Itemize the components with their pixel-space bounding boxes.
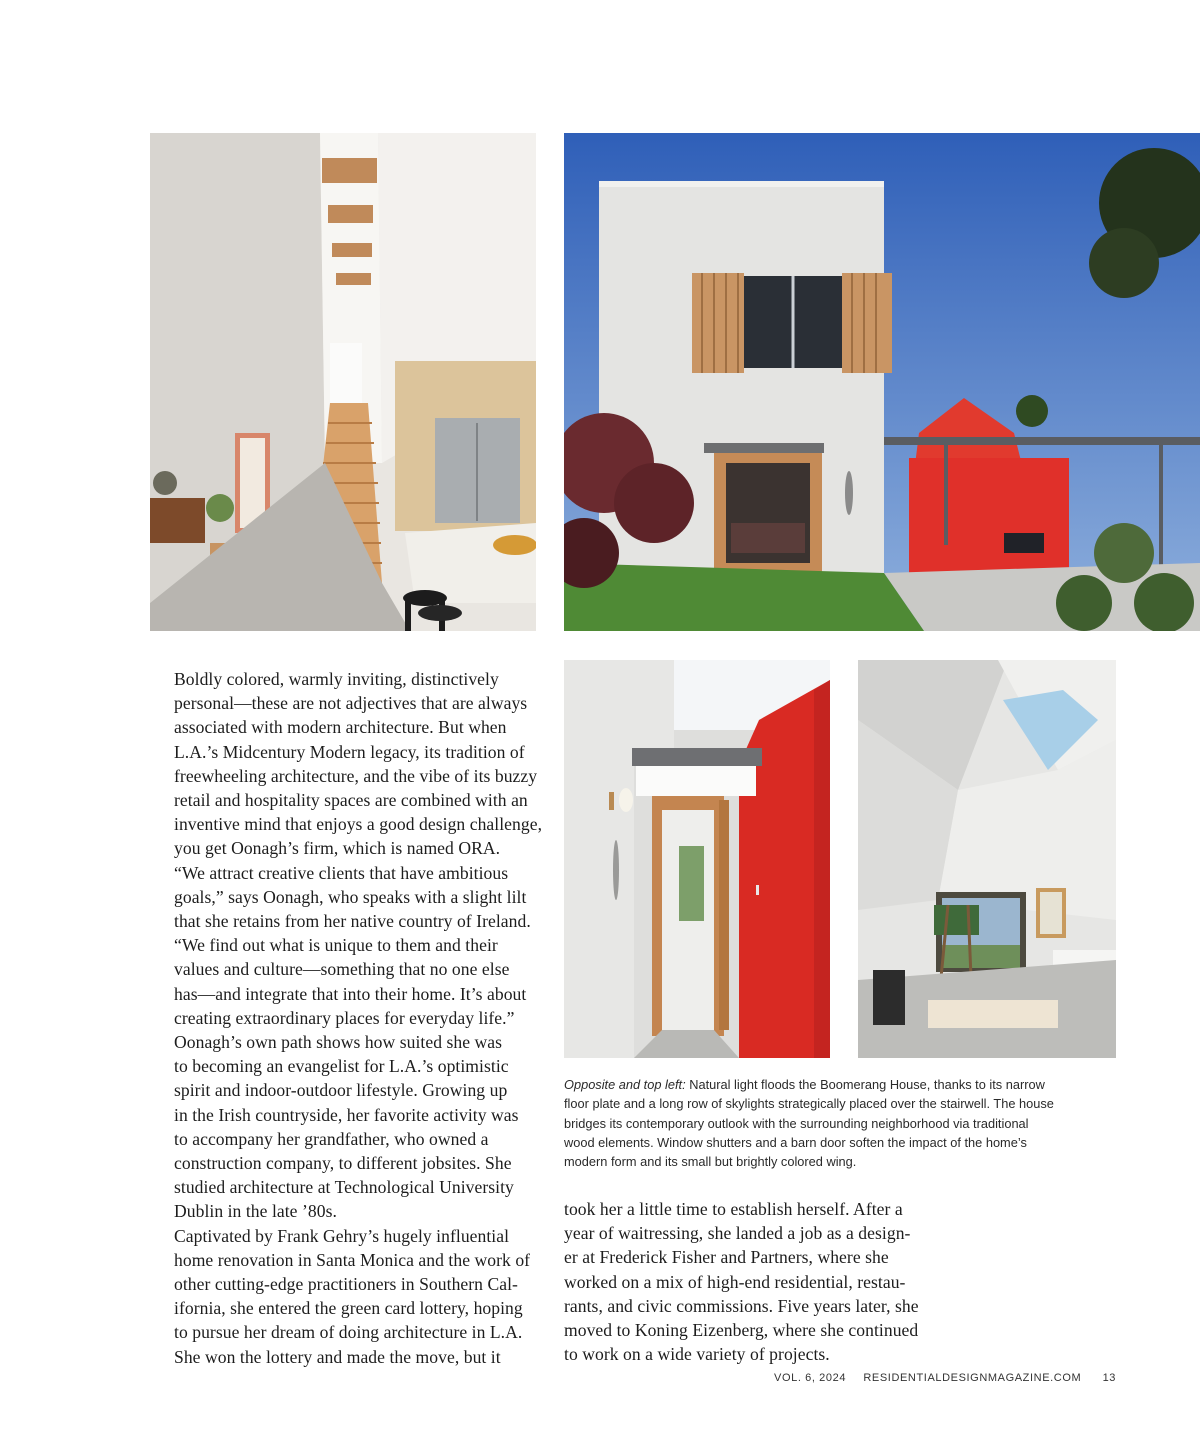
caption-lead: Opposite and top left:: [564, 1077, 686, 1092]
text-line: Captivated by Frank Gehry’s hugely influential: [174, 1225, 510, 1246]
text-line: to pursue her dream of doing architecture in L.A.: [174, 1322, 523, 1343]
text-line: Dublin in the late ’80s.: [174, 1201, 337, 1222]
text-line: L.A.’s Midcentury Modern legacy, its tradition of: [174, 741, 525, 762]
text-line: ifornia, she entered the green card lottery, hoping: [174, 1298, 523, 1319]
entry-passage-photo: [564, 660, 830, 1058]
folio-line: [774, 1372, 1116, 1384]
volume-label: VOL. 6, 2024: [774, 1372, 847, 1384]
caption-line: modern form and its small but brightly colored wing.: [564, 1154, 857, 1170]
text-line: year of waitressing, she landed a job as a design-: [564, 1223, 911, 1244]
caption-line: floor plate and a long row of skylights strategically placed over the stairwell. The house: [564, 1096, 1054, 1112]
text-line: in the Irish countryside, her favorite activity was: [174, 1104, 519, 1125]
text-line: retail and hospitality spaces are combined with an: [174, 790, 528, 811]
caption-line: wood elements. Window shutters and a barn door soften the impact of the home’s: [564, 1134, 1027, 1150]
text-line: rants, and civic commissions. Five years later, she: [564, 1295, 919, 1316]
text-line: inventive mind that enjoys a good design challenge,: [174, 814, 543, 835]
text-line: associated with modern architecture. But when: [174, 717, 507, 738]
text-line: er at Frederick Fisher and Partners, where she: [564, 1247, 889, 1268]
paragraph: [150, 861, 540, 1030]
page-number: 13: [1102, 1372, 1116, 1384]
website-label: RESIDENTIALDESIGNMAGAZINE.COM: [863, 1372, 1082, 1384]
caption-first-line: [564, 1075, 1124, 1094]
text-line: She won the lottery and made the move, but it: [174, 1346, 501, 1367]
photo-caption: [564, 1075, 1124, 1171]
text-line: worked on a mix of high-end residential, restau-: [564, 1271, 906, 1292]
text-line: you get Oonagh’s firm, which is named ORA.: [174, 838, 501, 859]
paragraph: [150, 667, 543, 861]
interior-stair-photo: [150, 133, 536, 631]
text-line: Oonagh’s own path shows how suited she was: [174, 1032, 503, 1053]
text-line: creating extraordinary places for everyday life.”: [174, 1007, 515, 1028]
art-studio-photo: [858, 660, 1116, 1058]
text-line: “We attract creative clients that have ambitious: [174, 862, 509, 883]
article-body-right-column: [564, 1197, 954, 1366]
article-body-left-column: [150, 667, 543, 1369]
text-line: Boldly colored, warmly inviting, distinctively: [174, 669, 499, 689]
text-line: values and culture—something that no one else: [174, 959, 510, 980]
text-line: to becoming an evangelist for L.A.’s optimistic: [174, 1056, 509, 1077]
caption-text: Natural light floods the Boomerang House, thanks to its narrow: [685, 1077, 1045, 1092]
text-line: that she retains from her native country of Ireland.: [174, 911, 531, 932]
text-line: took her a little time to establish herself. After a: [564, 1199, 903, 1219]
paragraph: [150, 1224, 540, 1369]
text-line: other cutting-edge practitioners in Southern Cal-: [174, 1274, 518, 1295]
text-line: to work on a wide variety of projects.: [564, 1344, 830, 1365]
text-line: moved to Koning Eizenberg, where she continued: [564, 1320, 919, 1341]
paragraph: [564, 1197, 954, 1366]
paragraph: [150, 1030, 540, 1224]
text-line: studied architecture at Technological University: [174, 1177, 514, 1198]
text-line: personal—these are not adjectives that are always: [174, 693, 528, 714]
text-line: has—and integrate that into their home. It’s about: [174, 983, 527, 1004]
text-line: to accompany her grandfather, who owned a: [174, 1128, 489, 1149]
text-line: freewheeling architecture, and the vibe of its buzzy: [174, 765, 538, 786]
text-line: home renovation in Santa Monica and the work of: [174, 1249, 531, 1270]
text-line: goals,” says Oonagh, who speaks with a slight lilt: [174, 886, 527, 907]
text-line: spirit and indoor-outdoor lifestyle. Growing up: [174, 1080, 508, 1101]
house-exterior-photo: [564, 133, 1200, 631]
caption-line: bridges its contemporary outlook with the surrounding neighborhood via traditional: [564, 1115, 1029, 1131]
text-line: “We find out what is unique to them and their: [174, 935, 498, 956]
text-line: construction company, to different jobsites. She: [174, 1153, 512, 1174]
